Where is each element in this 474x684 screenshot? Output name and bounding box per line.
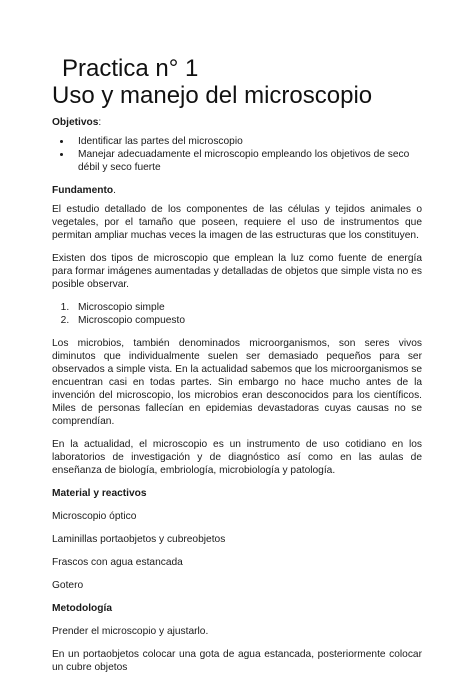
metodologia-step: En un portaobjetos colocar una gota de agua estancada, posteriormente colocar un cubre objetos: [52, 649, 422, 673]
material-item: Laminillas portaobjetos y cubreobjetos: [52, 534, 226, 545]
document-title-line2: Uso y manejo del microscopio: [52, 82, 373, 109]
document-page: [52, 56, 422, 684]
fundamento-paragraph-4: En la actualidad, el microscopio es un instrumento de uso cotidiano en los laboratorios de investigación y de diagnóstico así como en las aulas de enseñanza de biología, embriología, microbiología y patología.: [52, 439, 422, 476]
fundamento-heading: [52, 184, 422, 197]
objetivos-colon: :: [98, 117, 102, 128]
fundamento-dot: .: [113, 185, 116, 196]
materiales-heading: Material y reactivos: [52, 488, 147, 499]
objetivo-item: • Identificar las partes del microscopio: [72, 135, 422, 148]
document-title-line1: Practica n° 1: [62, 55, 199, 82]
fundamento-label: Fundamento: [52, 185, 114, 196]
fundamento-paragraph-2: Existen dos tipos de microscopio que emplean la luz como fuente de energía para formar imágenes aumentadas y detalladas de objetos que simple vista no es posible observar.: [52, 253, 422, 290]
material-item: Microscopio óptico: [52, 511, 137, 522]
material-item: Gotero: [52, 580, 84, 591]
tipos-list: [52, 301, 422, 327]
objetivos-label: Objetivos: [52, 117, 99, 128]
fundamento-paragraph-1: El estudio detallado de los componentes de las células y tejidos animales o vegetales, por el tamaño que poseen, requiere el uso de instrumentos que permitan ampliar muchas veces la imagen de las estructuras que los constituyen.: [52, 204, 422, 241]
tipo-item: 1. Microscopio simple: [72, 301, 422, 314]
metodologia-heading: Metodología: [52, 603, 112, 614]
objetivos-list: [52, 135, 422, 174]
objetivo-item: • Manejar adecuadamente el microscopio empleando los objetivos de seco débil y seco fuerte: [72, 148, 422, 174]
fundamento-paragraph-3: Los microbios, también denominados microorganismos, son seres vivos diminutos que individualmente suelen ser demasiado pequeños para ser observados a simple vista. En la actualidad sabemos que los microorganismos se encuentran casi en todas partes. Sin embargo no hace mucho antes de la invención del microscopio, los microbios eran desconocidos para los científicos. Miles de personas fallecían en epidemias devastadoras cuyas causas no se comprendían.: [52, 338, 422, 427]
metodologia-step: Prender el microscopio y ajustarlo.: [52, 626, 209, 637]
material-item: Frascos con agua estancada: [52, 557, 183, 568]
tipo-item: 2. Microscopio compuesto: [72, 314, 422, 327]
objetivos-heading: [52, 116, 422, 129]
